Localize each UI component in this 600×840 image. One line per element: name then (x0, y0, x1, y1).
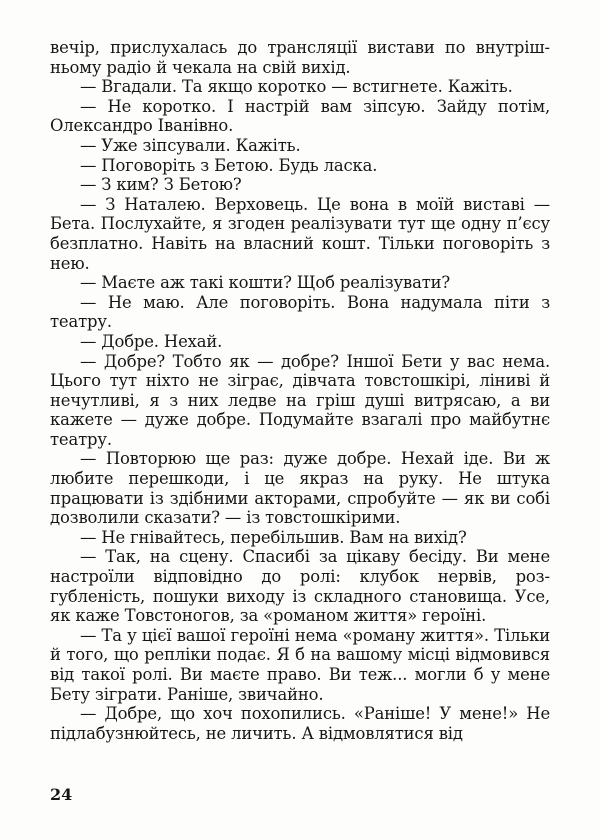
paragraph-4: — Поговоріть з Бетою. Будь ласка. (80, 155, 378, 175)
paragraph-6: — З Наталею. Верховець. Це вона в моїй виставі — Бета. Послухайте, я згоден реалізувати тут ще одну п’єсу безплатно. Навіть на власний кошт. Тільки поговоріть з нею. (50, 194, 550, 273)
paragraph-8: — Не маю. Але поговоріть. Вона надумала піти з театру. (50, 292, 550, 332)
paragraph-0: вечір, прислухалась до трансляції вистави по внутрішньому радіо й чекала на свій вихід. (50, 38, 550, 77)
paragraph-15: — Добре, що хоч похопились. «Раніше! У мене!» Не підлабузнюйтесь, не личить. А відмовлятися від (50, 704, 550, 743)
paragraph-2: — Не коротко. І настрій вам зіпсую. Зайду потім, Олександро Іванівно. (50, 96, 550, 136)
paragraph-5: — З ким? З Бетою? (80, 175, 242, 195)
paragraph-12: — Не гнівайтесь, перебільшив. Вам на вихід? (80, 527, 467, 547)
paragraph-7: — Маєте аж такі кошти? Щоб реалізувати? (80, 273, 451, 293)
page-number: 24 (50, 785, 73, 804)
paragraph-10: — Добре? Тобто як — добре? Іншої Бети у вас нема. Цього тут ніхто не зіграє, дівчата товстошкірі, ліниві й нечутливі, я з них ледве на гріш душі витрясаю, а ви кажете — дуже добре. Подумайте взагалі про майбутнє театру. (50, 351, 550, 449)
paragraph-14: — Та у цієї вашої героїні нема «роману життя». Тільки й того, що репліки подає. Я б на вашому місці відмовився від такої ролі. Ви маєте право. Ви теж... могли б у мене Бету зіграти. Раніше, звичайно. (50, 625, 550, 704)
paragraph-13: — Так, на сцену. Спасибі за цікаву бесіду. Ви мене настроїли відповідно до ролі: клубок нервів, розгубленість, пошуки виходу із складного становища. Усе, як каже Товстоногов, за «романом життя» героїні. (50, 547, 550, 626)
paragraph-11: — Повторюю ще раз: дуже добре. Нехай іде. Ви ж любите перешкоди, і це якраз на руку. Не штука працювати із здібними акторами, спробуйте — як ви собі дозволили сказати? — із товстошкірими. (50, 449, 550, 528)
paragraph-9: — Добре. Нехай. (80, 331, 223, 351)
paragraph-3: — Уже зіпсували. Кажіть. (80, 135, 301, 155)
page-body-text (50, 38, 550, 743)
paragraph-1: — Вгадали. Та якщо коротко — встигнете. Кажіть. (80, 77, 513, 97)
